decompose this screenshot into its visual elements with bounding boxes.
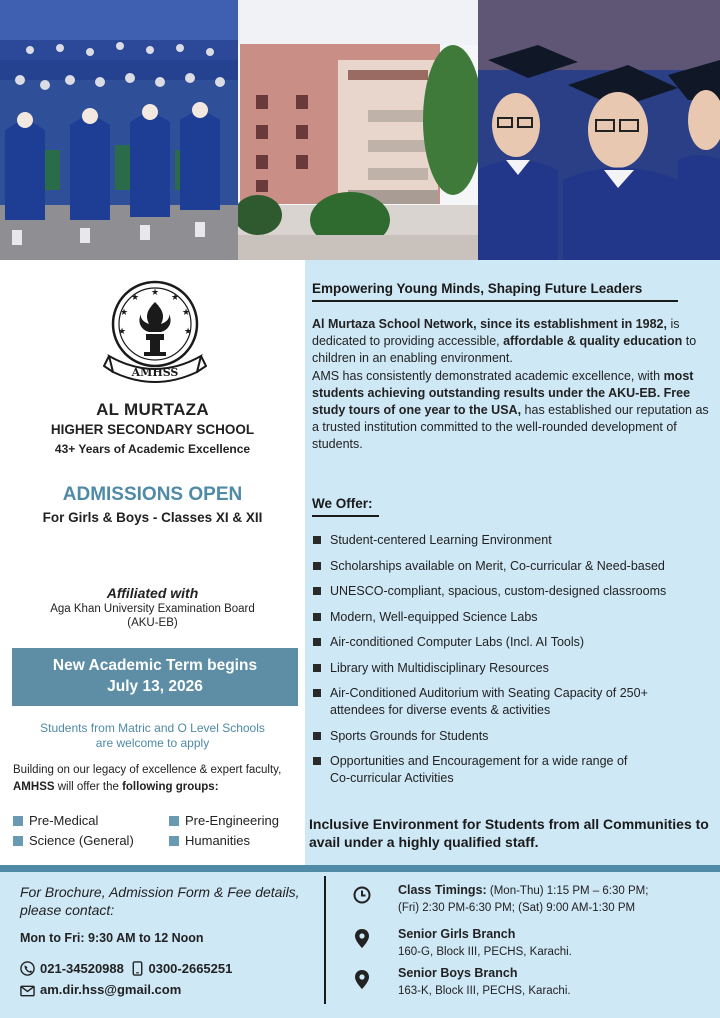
class-timings	[398, 882, 716, 917]
legacy-text	[13, 762, 299, 796]
admissions-subtitle: For Girls & Boys - Classes XI & XII	[42, 510, 263, 525]
mobile-icon	[132, 961, 143, 976]
bullet-square-icon	[313, 689, 321, 697]
svg-text:★: ★	[119, 308, 129, 318]
timings-weekend: (Fri) 2:30 PM-6:30 PM; (Sat) 9:00 AM-1:30 PM	[398, 902, 636, 914]
offer-item	[312, 634, 717, 651]
group-label: Humanities	[185, 833, 251, 848]
group-item	[169, 813, 279, 828]
legacy-part-2: will offer the	[54, 781, 123, 793]
bullet-square-icon	[313, 664, 321, 672]
admissions-title: ADMISSIONS OPEN	[62, 484, 243, 505]
email-line	[20, 982, 181, 997]
group-item	[169, 833, 250, 848]
girls-branch-address: 160-G, Block III, PECHS, Karachi.	[398, 946, 572, 958]
location-pin-icon	[355, 929, 369, 948]
school-name: AL MURTAZA	[96, 400, 209, 419]
clock-icon	[353, 886, 371, 904]
about-text-1: is dedicated to providing accessible,	[312, 317, 680, 349]
affiliation-board: Aga Khan University Examination Board	[50, 603, 255, 615]
affiliation-abbr: (AKU-EB)	[127, 617, 178, 629]
offer-list	[312, 532, 717, 787]
footer	[0, 872, 720, 1018]
offer-label: Scholarships available on Merit, Co-curricular & Need-based	[330, 558, 665, 573]
bullet-square-icon	[313, 587, 321, 595]
welcome-line-1: Students from Matric and O Level Schools	[40, 721, 265, 735]
offer-item	[312, 609, 717, 626]
offer-item	[312, 685, 672, 719]
office-hours: Mon to Fri: 9:30 AM to 12 Noon	[20, 931, 204, 945]
legacy-part-1: Building on our legacy of excellence & expert faculty,	[13, 764, 282, 776]
school-subtitle: HIGHER SECONDARY SCHOOL	[50, 422, 255, 437]
photo-graduating-girls	[0, 0, 238, 260]
offer-label: Air-Conditioned Auditorium with Seating Capacity of 250+ attendees for diverse events & activities	[330, 686, 648, 717]
offer-label: Student-centered Learning Environment	[330, 533, 552, 547]
group-item	[13, 813, 98, 828]
offer-underline	[312, 515, 379, 517]
offer-label: UNESCO-compliant, spacious, custom-designed classrooms	[330, 584, 667, 598]
offer-item	[312, 728, 717, 745]
about-bold-3: most students achieving outstanding results under the AKU-EB. Free study tours of one year to the USA,	[312, 368, 694, 418]
bullet-square-icon	[13, 836, 23, 846]
offer-title: We Offer:	[312, 496, 373, 511]
school-logo	[103, 278, 207, 390]
photo-school-building	[238, 0, 478, 260]
offer-item	[312, 583, 717, 600]
offer-item	[312, 660, 717, 677]
svg-text:★: ★	[170, 293, 180, 303]
legacy-bold-1: AMHSS	[13, 781, 55, 793]
about-bold-2: affordable & quality education	[503, 334, 683, 349]
offer-label: Sports Grounds for Students	[330, 728, 489, 743]
headline: Empowering Young Minds, Shaping Future Leaders	[312, 281, 643, 296]
about-bold-1: Al Murtaza School Network, since its establishment in 1982,	[312, 317, 667, 331]
about-text-2: to children in an enabling environment.	[312, 334, 697, 366]
offer-item	[312, 558, 717, 575]
bullet-square-icon	[169, 816, 179, 826]
right-column	[305, 260, 720, 865]
boys-branch-address: 163-K, Block III, PECHS, Karachi.	[398, 985, 571, 997]
brochure-text: For Brochure, Admission Form & Fee details, please contact:	[20, 884, 300, 918]
legacy-bold-2: following groups:	[122, 781, 219, 793]
logo-text: AMHSS	[131, 366, 179, 379]
timings-weekdays: (Mon-Thu) 1:15 PM – 6:30 PM;	[486, 885, 649, 897]
school-tagline: 43+ Years of Academic Excellence	[54, 442, 251, 456]
group-label: Science (General)	[29, 833, 134, 848]
svg-text:★: ★	[150, 288, 160, 298]
about-text-4: has established our reputation as a trusted institution committed to the well-rounded development of students.	[312, 403, 709, 452]
bullet-square-icon	[313, 732, 321, 740]
phone-numbers	[20, 961, 232, 976]
boys-branch	[398, 965, 708, 1000]
photo-graduating-boys	[478, 0, 720, 260]
bullet-square-icon	[169, 836, 179, 846]
term-line-1: New Academic Term begins	[52, 657, 258, 674]
boys-branch-title: Senior Boys Branch	[398, 966, 518, 980]
email-address[interactable]: am.dir.hss@gmail.com	[40, 982, 182, 997]
footer-vertical-divider	[324, 876, 326, 1004]
bullet-square-icon	[13, 816, 23, 826]
term-banner	[12, 648, 298, 706]
offer-label: Modern, Well-equipped Science Labs	[330, 609, 538, 624]
affiliation-title: Affiliated with	[106, 585, 199, 601]
email-icon	[20, 985, 35, 997]
timings-label: Class Timings:	[398, 883, 487, 897]
bullet-square-icon	[313, 638, 321, 646]
footer-divider-bar	[0, 865, 720, 872]
offer-item	[312, 532, 717, 549]
bullet-square-icon	[313, 613, 321, 621]
offer-label: Library with Multidisciplinary Resources	[330, 660, 549, 675]
bullet-square-icon	[313, 562, 321, 570]
about-text	[312, 316, 714, 454]
svg-text:★: ★	[117, 327, 127, 337]
phone-icon	[20, 961, 35, 976]
girls-branch-title: Senior Girls Branch	[398, 927, 516, 941]
offer-label: Opportunities and Encouragement for a wide range of Co-curricular Activities	[330, 754, 628, 785]
group-item	[13, 833, 134, 848]
welcome-line-2: are welcome to apply	[95, 736, 210, 750]
photo-strip	[0, 0, 720, 260]
mobile-number[interactable]: 0300-2665251	[148, 961, 233, 976]
offer-label: Air-conditioned Computer Labs (Incl. AI Tools)	[330, 635, 585, 649]
offer-item	[312, 753, 632, 787]
bullet-square-icon	[313, 536, 321, 544]
svg-text:★: ★	[130, 293, 140, 303]
girls-branch	[398, 926, 708, 961]
group-label: Pre-Medical	[29, 813, 99, 828]
bullet-square-icon	[313, 757, 321, 765]
group-label: Pre-Engineering	[185, 813, 279, 828]
svg-text:★: ★	[181, 308, 191, 318]
svg-text:★: ★	[183, 327, 193, 337]
term-date: July 13, 2026	[107, 678, 203, 695]
location-pin-icon	[355, 970, 369, 989]
inclusive-statement: Inclusive Environment for Students from all Communities to avail under a highly qualified staff.	[309, 816, 709, 850]
about-text-3: AMS has consistently demonstrated academic excellence, with	[312, 368, 664, 383]
landline-number[interactable]: 021-34520988	[40, 961, 124, 976]
headline-underline	[312, 300, 678, 302]
left-column	[0, 260, 305, 865]
